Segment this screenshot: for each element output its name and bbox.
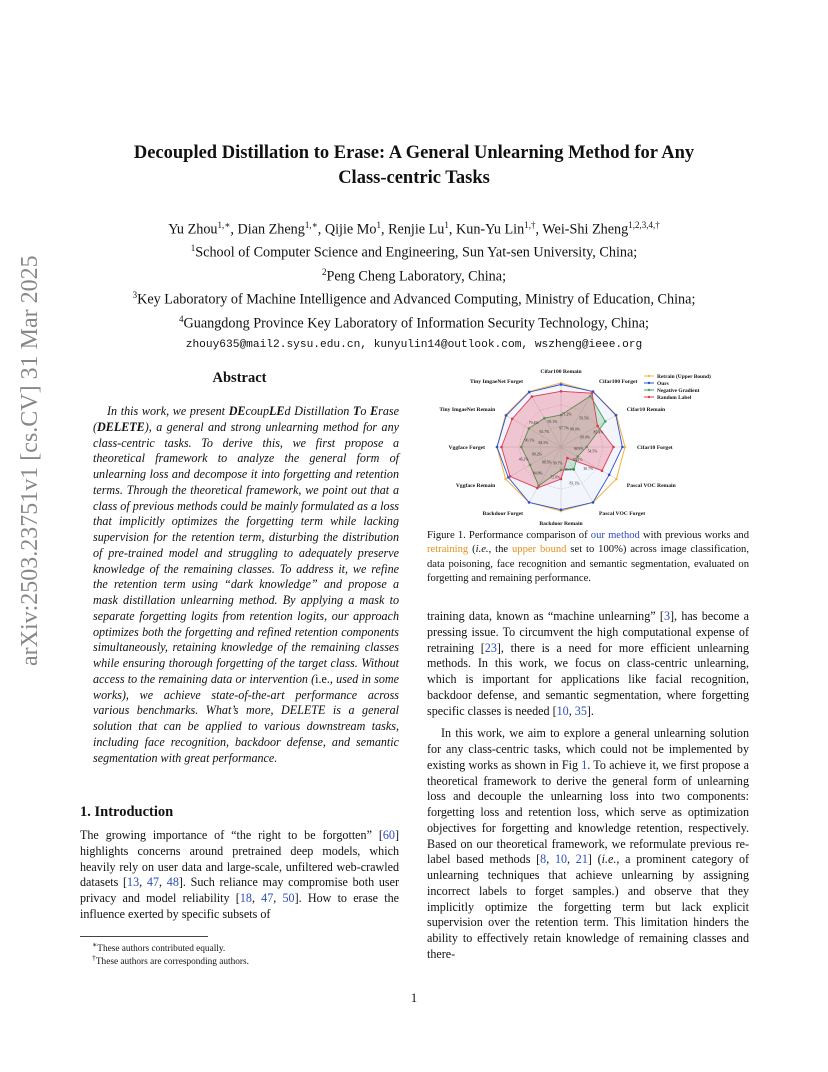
arxiv-identifier: arXiv:2503.23751v1 [cs.CV] 31 Mar 2025 bbox=[17, 255, 43, 666]
radar-value-label: 89.9% bbox=[564, 468, 575, 473]
radar-point bbox=[591, 392, 594, 395]
author-name: Qijie Mo bbox=[324, 221, 377, 238]
citation-link[interactable]: 21 bbox=[575, 852, 588, 867]
radar-axis-label: Cifar10 Remain bbox=[626, 407, 666, 413]
title-line-1: Decoupled Distillation to Erase: A General Unlearning Method for Any bbox=[133, 143, 695, 163]
radar-axis-label: Tiny ImgaeNet Forget bbox=[469, 379, 523, 386]
citation-link[interactable]: 13 bbox=[127, 875, 140, 890]
radar-value-label: 99.0% bbox=[570, 427, 581, 432]
radar-point bbox=[621, 446, 624, 449]
legend-label: Negative Gradient bbox=[657, 388, 700, 394]
radar-point bbox=[500, 446, 503, 449]
legend-marker bbox=[648, 389, 650, 391]
legend-label: Random Label bbox=[657, 395, 692, 401]
footnote-rule bbox=[80, 936, 208, 937]
figure-reference-link[interactable]: 1 bbox=[581, 757, 588, 772]
figure-1-caption: Figure 1. Performance comparison of our method with previous works and retraining (i.e., the upper bound set to 100%) across image classification, data poisoning, face recognition and semantic segmentation, evaluated on forgetting and remaining performance. bbox=[427, 530, 750, 584]
author-affiliation-mark: 1,∗ bbox=[304, 220, 318, 230]
radar-axis-label: Cifar100 Forget bbox=[599, 379, 638, 386]
radar-axis-label: Vggface Forget bbox=[448, 445, 485, 451]
author-block bbox=[80, 216, 748, 355]
citation-link[interactable]: 35 bbox=[574, 703, 587, 718]
citation-link[interactable]: 48 bbox=[166, 875, 179, 890]
affiliation-3: $^3$Key Laboratory of Machine Intelligence and Advanced Computing, Ministry of Education, China; bbox=[132, 290, 696, 309]
radar-point bbox=[596, 425, 599, 428]
radar-point bbox=[511, 418, 514, 421]
abstract-heading: Abstract bbox=[212, 370, 267, 386]
citation-link[interactable]: 3 bbox=[663, 609, 670, 623]
radar-point bbox=[528, 391, 531, 394]
citation-link[interactable]: 60 bbox=[382, 828, 395, 842]
page-number: 1 bbox=[410, 991, 418, 1005]
citation-link[interactable]: 23 bbox=[484, 640, 497, 655]
citation-link[interactable]: 10 bbox=[556, 703, 569, 718]
intro-paragraph-1: The growing importance of “the right to be forgotten” [60] highlights concerns around pretrained deep models, which heavily rely on user data and large-scale, unfiltered web-crawled datasets [13, 47, 48]. Such reliance may compromise both user privacy and model reliability [18, 47, 50]. How to erase the influence exerted by specific subsets of bbox=[80, 828, 400, 921]
author-emails: zhouy635@mail2.sysu.edu.cn, kunyulin14@outlook.com, wszheng@ieee.org bbox=[185, 339, 643, 352]
author-list: Yu Zhou$^{1,∗}$, Dian Zheng$^{1,∗}$, Qijie Mo$^1$, Renjie Lu$^1$, Kun-Yu Lin$^{1,\dagger}$, Wei-Shi Zheng$^{1,2,3,4,\dagger}$ bbox=[168, 220, 660, 238]
performance-radar-chart bbox=[430, 364, 746, 528]
radar-point bbox=[592, 501, 595, 504]
author-affiliation-mark: 1 bbox=[376, 220, 381, 230]
author-name: Wei-Shi Zheng bbox=[542, 221, 629, 238]
citation-link[interactable]: 47 bbox=[146, 875, 159, 890]
radar-axis-label: Pascal VOC Remain bbox=[626, 483, 676, 489]
author-name: Kun-Yu Lin bbox=[456, 221, 525, 238]
footnote-corresponding: †These authors are corresponding authors. bbox=[92, 953, 249, 968]
radar-point bbox=[496, 446, 499, 449]
radar-value-label: 90.1% bbox=[524, 438, 535, 443]
radar-point bbox=[615, 478, 618, 481]
legend-label: Ours bbox=[657, 381, 669, 387]
radar-axis-label: Tiny ImgaeNet Remain bbox=[439, 407, 496, 413]
radar-value-label: 30.7% bbox=[583, 467, 594, 472]
radar-value-label: 46.2% bbox=[518, 457, 529, 462]
author-affiliation-mark: 1 bbox=[444, 220, 449, 230]
radar-point bbox=[615, 414, 618, 417]
affiliation-1: $^1$School of Computer Science and Engineering, Sun Yat-sen University, China; bbox=[190, 243, 638, 262]
radar-value-label: 65.7% bbox=[539, 429, 550, 434]
radar-value-label: 99.7% bbox=[552, 461, 563, 466]
radar-value-label: 85.4% bbox=[593, 430, 604, 435]
citation-link[interactable]: 8 bbox=[540, 852, 547, 867]
radar-value-label: 98.9% bbox=[573, 447, 584, 452]
intro-paragraph-1-continued: training data, known as “machine unlearning” [3], has become a pressing issue. To circumvent the high computational expense of retraining [23], there is a need for more efficient unlearning methods. In this work, we focus on class-centric unlearning, which is important for applications like facial recognition, backdoor defense, and semantic segmentation, where forgetting specific classes is needed [10, 35]. bbox=[427, 609, 750, 718]
radar-point bbox=[624, 446, 627, 449]
legend-marker bbox=[648, 382, 650, 384]
radar-point bbox=[509, 475, 512, 478]
radar-point bbox=[566, 457, 569, 460]
citation-link[interactable]: 18 bbox=[239, 891, 252, 905]
radar-axis-label: Cifar10 Forget bbox=[637, 445, 673, 451]
radar-point bbox=[531, 395, 534, 398]
author-affiliation-mark: 1,2,3,4,† bbox=[628, 220, 660, 230]
author-affiliation-mark: 1,† bbox=[524, 220, 536, 230]
author-name: Yu Zhou bbox=[168, 221, 218, 238]
radar-value-label: 83.1% bbox=[569, 481, 580, 486]
radar-value-label: 84.8% bbox=[532, 471, 543, 476]
radar-point bbox=[528, 501, 531, 504]
citation-link[interactable]: 10 bbox=[554, 852, 568, 867]
paper-title bbox=[100, 141, 728, 191]
abstract-body: In this work, we present DEcoupLEd Distillation To Erase (DELETE), a general and strong unlearning method for any class-centric tasks. To derive this, we first propose a theoretical framework to analyze the general form of unlearning loss and decompose it into forgetting and retention terms. Through the theoretical framework, we point out that a class of previous methods could be mainly formulated as a loss that implicitly optimizes the forgetting term while lacking supervision for the retention term, disturbing the distribution of pre-trained model and struggling to adequately preserve knowledge of the remaining classes. To address it, we refine the retention term using “dark knowledge” and propose a mask distillation unlearning method. By applying a mask to separate forgetting logits from retention logits, our approach optimizes both the forgetting and refined retention components simultaneously, retaining knowledge of the remaining classes while ensuring thorough forgetting of the target class. Without access to the remaining data or intervention (i.e., used in some works), we achieve state-of-the-art performance across various benchmarks. What’s more, DELETE is a general solution that can be applied to various downstream tasks, including face recognition, backdoor defense, and semantic segmentation with great performance. bbox=[93, 404, 399, 765]
legend-label: Retrain (Upper Bound) bbox=[657, 374, 711, 380]
author-name: Renjie Lu bbox=[388, 221, 445, 238]
radar-point bbox=[612, 446, 615, 449]
author-name: Dian Zheng bbox=[237, 221, 305, 238]
radar-point bbox=[560, 383, 563, 386]
radar-value-label: 80.2% bbox=[531, 452, 542, 457]
citation-link[interactable]: 47 bbox=[261, 891, 274, 905]
radar-axis-label: Backdoor Remain bbox=[539, 521, 583, 527]
radar-point bbox=[505, 414, 508, 417]
section-heading-introduction: 1. Introduction bbox=[80, 804, 174, 820]
radar-value-label: 59.5% bbox=[579, 416, 590, 421]
radar-axis-label: Cifar100 Remain bbox=[540, 369, 582, 375]
affiliation-2: $^2$Peng Cheng Laboratory, China; bbox=[321, 266, 507, 285]
citation-link[interactable]: 50 bbox=[282, 891, 295, 905]
radar-point bbox=[560, 508, 563, 511]
radar-value-label: 82.5% bbox=[538, 440, 549, 445]
intro-right-column bbox=[427, 609, 749, 963]
radar-value-label: 71.2% bbox=[561, 412, 572, 417]
radar-point bbox=[601, 469, 604, 472]
legend-marker bbox=[648, 396, 650, 398]
radar-value-label: 97.7% bbox=[559, 426, 570, 431]
radar-value-label: 72.8% bbox=[550, 475, 561, 480]
radar-value-label: 79.4% bbox=[528, 420, 539, 425]
radar-point bbox=[604, 420, 607, 423]
radar-value-label: 88.5% bbox=[541, 460, 552, 465]
affiliation-4: $^4$Guangdong Province Key Laboratory of Information Security Technology, China; bbox=[178, 313, 649, 332]
footnote-equal-contribution: ∗These authors contributed equally. bbox=[92, 940, 226, 955]
radar-point bbox=[504, 478, 507, 481]
radar-axis-label: Backdoor Forget bbox=[482, 510, 523, 517]
radar-point bbox=[608, 474, 611, 477]
radar-axis-label: Vggface Remain bbox=[455, 483, 496, 489]
radar-value-label: 95.1% bbox=[547, 419, 558, 424]
radar-value-label: 95.1% bbox=[572, 458, 583, 463]
radar-point bbox=[560, 390, 563, 393]
author-affiliation-mark: 1,∗ bbox=[217, 220, 231, 230]
radar-value-label: 99.0% bbox=[580, 435, 591, 440]
radar-value-label: 54.5% bbox=[587, 449, 598, 454]
legend-marker bbox=[648, 375, 650, 377]
intro-paragraph-2: In this work, we aim to explore a general unlearning solution for any class-centric tasks, which could not be implemented by existing works as shown in Fig 1. To achieve it, we first propose a theoretical framework to derive the general form of unlearning loss and decouple the unlearning loss into two components: forgetting loss and retention loss, which serve as optimization objectives for forgetting and knowledge retention, respectively. Based on our theoretical framework, we reformulate previous re-label based methods [8, 10, 21] (i.e., a prominent category of unlearning techniques that achieve unlearning by assigning incorrect labels to forget samples.) and observe that they implicitly optimize the forgetting term but lack explicit supervision over the retention term. This limitation hinders the ability to effectively retain knowledge of remaining classes and there- bbox=[427, 726, 750, 961]
radar-point bbox=[536, 487, 539, 490]
title-line-2: Class-centric Tasks bbox=[338, 168, 490, 188]
radar-axis-label: Pascal VOC Forget bbox=[599, 510, 646, 517]
